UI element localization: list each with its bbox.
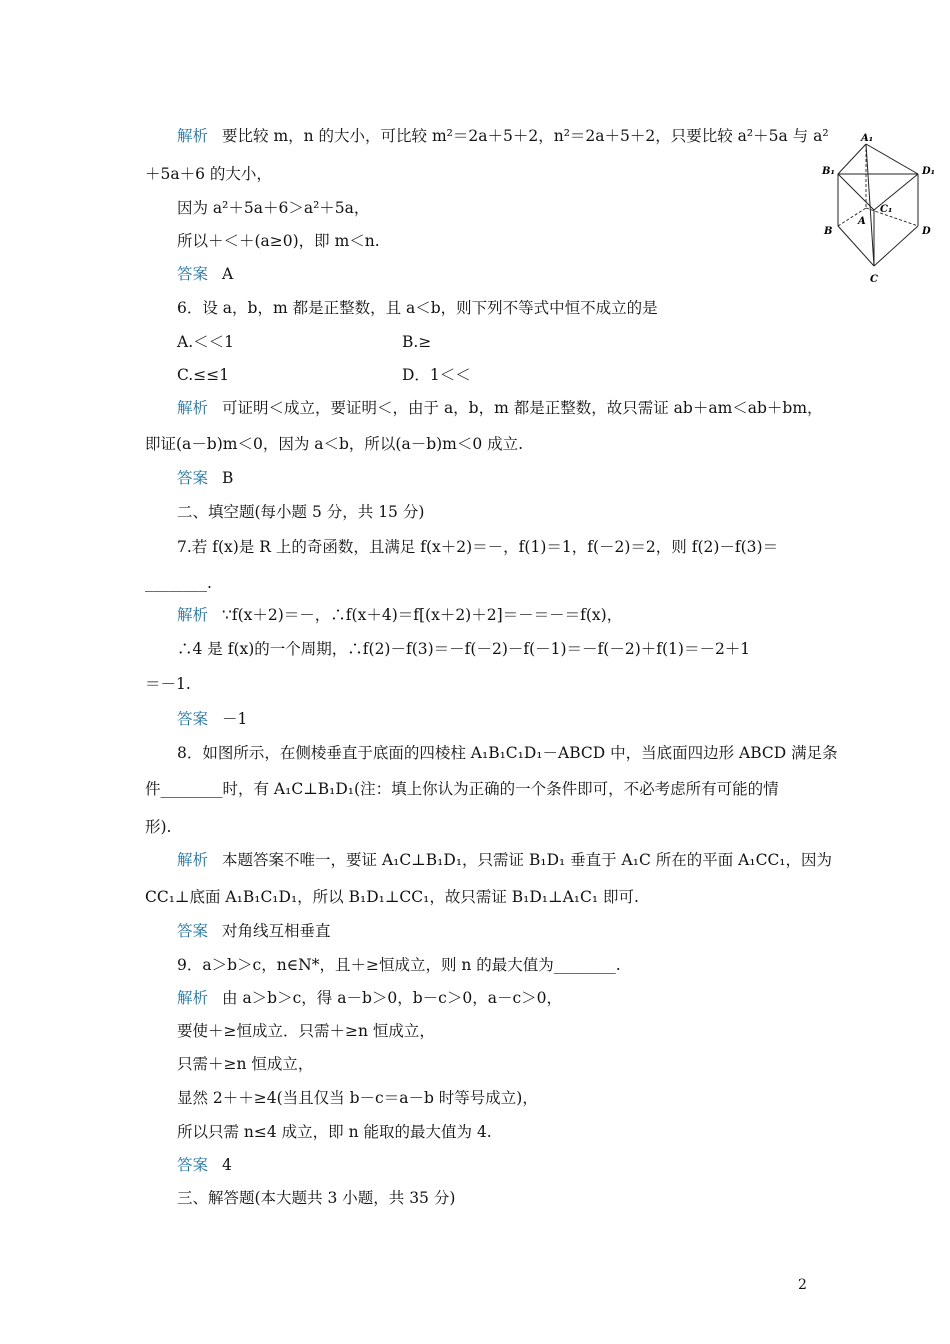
analysis-tag: 解析: [177, 127, 209, 145]
label-a: A: [858, 216, 866, 227]
label-b: B: [824, 226, 833, 237]
line-text: 形).: [145, 818, 172, 836]
line-text: A: [222, 265, 234, 283]
line-text: ∵f(x＋2)＝－，∴f(x＋4)＝f[(x＋2)＋2]＝－＝－＝f(x)，: [222, 606, 623, 624]
answer-tag: 答案: [177, 1156, 209, 1174]
label-c1: C₁: [880, 204, 893, 215]
option-c: C.≤≤1: [177, 366, 230, 384]
line-24: [145, 887, 639, 907]
label-a1: A₁: [861, 133, 874, 144]
line-text: 显然 2＋＋≥4(当且仅当 b－c＝a－b 时等号成立)，: [177, 1089, 538, 1107]
line-text: 由 a＞b＞c，得 a－b＞0，b－c＞0，a－c＞0，: [222, 989, 562, 1007]
edge-c-d: [874, 226, 918, 266]
label-b1: B₁: [822, 166, 835, 177]
line-11: [145, 434, 523, 454]
line-text: ∴4 是 f(x)的一个周期，∴f(2)－f(3)＝－f(－2)－f(－1)＝－f(－2)＋f(1)＝－2＋1: [177, 640, 751, 658]
answer-tag: 答案: [177, 922, 209, 940]
line-23: [177, 850, 832, 870]
section-heading: 三、解答题(本大题共 3 小题，共 35 分): [177, 1189, 456, 1207]
diagonal-a1-c: [866, 144, 874, 266]
prism-figure: [818, 130, 940, 292]
line-text: 可证明＜成立，要证明＜，由于 a，b，m 都是正整数，故只需证 ab＋am＜ab＋bm，: [222, 399, 823, 417]
line-7: [402, 332, 431, 352]
line-4: [177, 264, 233, 284]
label-d1: D₁: [922, 166, 936, 177]
line-26: [177, 955, 621, 975]
line-17: [177, 639, 750, 659]
line-text: 因为 a²＋5a＋6＞a²＋5a，: [177, 199, 370, 217]
line-1: [145, 164, 272, 184]
line-8: [177, 365, 229, 385]
question-8: 8．如图所示，在侧棱垂直于底面的四棱柱 A₁B₁C₁D₁－ABCD 中，当底面四边形 ABCD 满足条: [177, 744, 838, 762]
line-15: [145, 573, 212, 593]
blank: ________.: [145, 574, 212, 592]
line-27: [177, 988, 562, 1008]
option-a: A.＜＜1: [177, 333, 234, 351]
line-20: [177, 743, 838, 763]
answer-tag: 答案: [177, 265, 209, 283]
line-text: 即证(a－b)m＜0，因为 a＜b，所以(a－b)m＜0 成立.: [145, 435, 524, 453]
question-7: 7.若 f(x)是 R 上的奇函数，且满足 f(x＋2)＝－，f(1)＝1，f(－2)＝2，则 f(2)－f(3)＝: [177, 538, 779, 556]
line-29: [177, 1054, 313, 1074]
line-21: [145, 779, 779, 799]
line-text: 只需＋≥n 恒成立，: [177, 1055, 314, 1073]
analysis-tag: 解析: [177, 989, 209, 1007]
line-16: [177, 605, 622, 625]
edge-a1-d1: [866, 144, 918, 174]
line-31: [177, 1122, 492, 1142]
analysis-tag: 解析: [177, 399, 209, 417]
analysis-tag: 解析: [177, 851, 209, 869]
section-heading: 二、填空题(每小题 5 分，共 15 分): [177, 503, 425, 521]
line-28: [177, 1021, 435, 1041]
line-10: [177, 398, 823, 418]
line-22: [145, 817, 171, 837]
line-3: [177, 231, 380, 251]
line-text: 4: [222, 1156, 232, 1174]
line-text: B: [222, 469, 234, 487]
question-9: 9．a＞b＞c，n∈N*，且＋≥恒成立，则 n 的最大值为________.: [177, 956, 621, 974]
line-text: 要比较 m，n 的大小，可比较 m²＝2a＋5＋2，n²＝2a＋5＋2，只要比较 a²＋5a 与 a²: [222, 127, 829, 145]
line-text: ＝－1.: [145, 675, 191, 693]
line-text: 要使＋≥恒成立．只需＋≥n 恒成立，: [177, 1022, 435, 1040]
line-6: [177, 332, 234, 352]
line-text: ＋5a＋6 的大小，: [145, 165, 272, 183]
line-25: [177, 921, 331, 941]
option-b: B.≥: [402, 333, 432, 351]
question-6: 6．设 a，b，m 都是正整数，且 a＜b，则下列不等式中恒不成立的是: [177, 299, 658, 317]
answer-tag: 答案: [177, 710, 209, 728]
line-0: [177, 126, 829, 146]
line-text: 对角线互相垂直: [222, 922, 331, 940]
page-number: 2: [798, 1277, 807, 1293]
line-33: [177, 1188, 455, 1208]
line-13: [177, 502, 424, 522]
line-14: [177, 537, 778, 557]
label-c: C: [870, 274, 878, 285]
edge-b1-a1: [838, 144, 866, 174]
line-9: [402, 365, 471, 385]
answer-tag: 答案: [177, 469, 209, 487]
line-2: [177, 198, 369, 218]
line-text: 所以只需 n≤4 成立，即 n 能取的最大值为 4.: [177, 1123, 492, 1141]
edge-b-c: [838, 226, 874, 266]
line-text: 所以＋＜＋(a≥0)，即 m＜n.: [177, 232, 380, 250]
line-text: CC₁⊥底面 A₁B₁C₁D₁，所以 B₁D₁⊥CC₁，故只需证 B₁D₁⊥A₁C₁ 即可.: [145, 888, 639, 906]
analysis-tag: 解析: [177, 606, 209, 624]
line-18: [145, 674, 191, 694]
line-text: 件________时，有 A₁C⊥B₁D₁(注：填上你认为正确的一个条件即可，不必考虑所有可能的情: [145, 780, 779, 798]
line-19: [177, 709, 247, 729]
option-d: D．1＜＜: [402, 366, 471, 384]
line-30: [177, 1088, 538, 1108]
line-12: [177, 468, 233, 488]
line-32: [177, 1155, 232, 1175]
label-d: D: [922, 226, 931, 237]
line-text: －1: [222, 710, 248, 728]
line-text: 本题答案不唯一，要证 A₁C⊥B₁D₁，只需证 B₁D₁ 垂直于 A₁C 所在的平面 A₁CC₁，因为: [222, 851, 833, 869]
line-5: [177, 298, 658, 318]
